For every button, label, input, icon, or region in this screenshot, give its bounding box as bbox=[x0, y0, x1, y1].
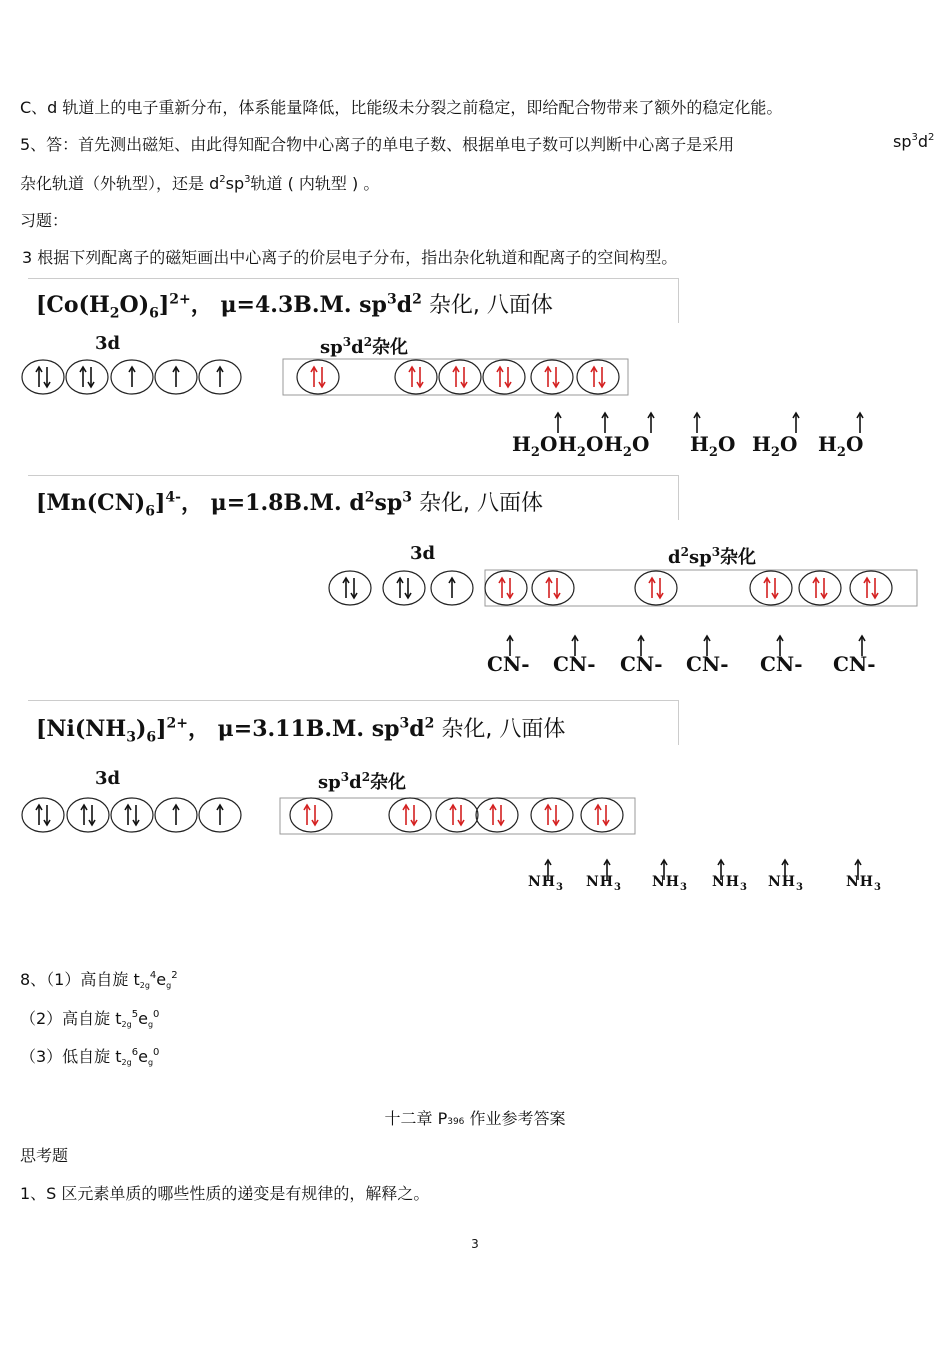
lig3-ligand-1: $NH_3$ bbox=[528, 874, 564, 893]
lig1-ligand-6: $H_2O$ bbox=[818, 432, 864, 460]
diagram1-label-3d: 3d bbox=[95, 333, 121, 354]
lig3-ligand-3: $NH_3$ bbox=[652, 874, 688, 893]
d3-hybrid-orbital-4 bbox=[476, 798, 518, 832]
diagram2-header: $[Mn(CN)_6]^{4-}$， μ=1.8B.M. $d^2sp^3$ 杂化, 八面体 bbox=[36, 489, 543, 520]
exercise-heading: 习题： bbox=[20, 211, 69, 230]
text-line-5-right: $sp^3d^2$ bbox=[893, 132, 935, 151]
diagram2-label-3d: 3d bbox=[410, 543, 436, 564]
text-line-c: C、d 轨道上的电子重新分布，体系能量降低，比能级未分裂之前稳定，即给配合物带来了额外的稳定化能。 bbox=[20, 98, 783, 117]
d3-hybrid-box bbox=[280, 798, 635, 834]
d3-hybrid-orbital-6 bbox=[581, 798, 623, 832]
diagram3-orbitals bbox=[0, 790, 950, 900]
d3-3d-orbital-3 bbox=[111, 798, 153, 832]
d3-hybrid-orbital-5 bbox=[531, 798, 573, 832]
lig2-ligand-1: CN- bbox=[487, 652, 530, 676]
lig3-ligand-6: $NH_3$ bbox=[846, 874, 882, 893]
diagram3-header: $[Ni(NH_3)_6]^{2+}$， μ=3.11B.M. $sp^3d^2$ 杂化, 八面体 bbox=[36, 715, 566, 746]
diagram2-label-hybrid: $d^2sp^3$杂化 bbox=[668, 545, 757, 568]
d3-hybrid-orbital-2 bbox=[389, 798, 431, 832]
answer-8-3: （3）低自旋 $t2g^6eg^0$ bbox=[20, 1047, 160, 1067]
diagram3-label-3d: 3d bbox=[95, 768, 121, 789]
d1-hybrid-orbital-3 bbox=[439, 360, 481, 394]
lig1-ligand-2: $H_2O$ bbox=[558, 432, 604, 460]
d1-hybrid-orbital-5 bbox=[531, 360, 573, 394]
d2-hybrid-orbital-1 bbox=[485, 571, 527, 605]
lig2-ligand-3: CN- bbox=[620, 652, 663, 676]
d3-3d-orbital-1 bbox=[22, 798, 64, 832]
d1-hybrid-orbital-4 bbox=[483, 360, 525, 394]
d3-hybrid-orbital-1 bbox=[290, 798, 332, 832]
d1-hybrid-orbital-2 bbox=[395, 360, 437, 394]
diagram2-orbitals bbox=[0, 566, 950, 686]
answer-8-2: （2）高自旋 $t2g^5eg^0$ bbox=[20, 1009, 160, 1029]
think-heading: 思考题 bbox=[20, 1146, 69, 1165]
d3-hybrid-orbital-3 bbox=[436, 798, 478, 832]
lig3-ligand-2: $NH_3$ bbox=[586, 874, 622, 893]
diagram1-header: $[Co(H_2O)_6]^{2+}$， μ=4.3B.M. $sp^3d^2$ 杂化, 八面体 bbox=[36, 291, 553, 322]
d1-hybrid-orbital-1 bbox=[297, 360, 339, 394]
lig2-ligand-6: CN- bbox=[833, 652, 876, 676]
diagram1-orbitals bbox=[0, 355, 950, 465]
diagram3-label-hybrid: $sp^3d^2$杂化 bbox=[318, 770, 407, 793]
answer-8-1: 8、（1）高自旋 $t2g^4eg^2$ bbox=[20, 970, 178, 990]
text-line-5-cont: 杂化轨道（外轨型），还是 $d^2sp^3$轨道 ( 内轨型 ) 。 bbox=[20, 174, 380, 193]
lig2-ligand-5: CN- bbox=[760, 652, 803, 676]
d2-hybrid-orbital-5 bbox=[799, 571, 841, 605]
text-line-5: 5、答：首先测出磁矩、由此得知配合物中心离子的单电子数、根据单电子数可以判断中心离子是采用 bbox=[20, 135, 735, 154]
page-number: 3 bbox=[471, 1237, 479, 1251]
d3-3d-orbital-2 bbox=[67, 798, 109, 832]
lig1-ligand-1: $H_2O$ bbox=[512, 432, 558, 460]
d2-hybrid-orbital-2 bbox=[532, 571, 574, 605]
lig3-ligand-4: $NH_3$ bbox=[712, 874, 748, 893]
d2-hybrid-orbital-4 bbox=[750, 571, 792, 605]
lig3-ligand-5: $NH_3$ bbox=[768, 874, 804, 893]
exercise-3-text: 3 根据下列配离子的磁矩画出中心离子的价层电子分布，指出杂化轨道和配离子的空间构型。 bbox=[22, 248, 678, 267]
diagram1-label-hybrid: $sp^3d^2$杂化 bbox=[320, 335, 409, 358]
lig1-ligand-5: $H_2O$ bbox=[752, 432, 798, 460]
d2-3d-orbital-1 bbox=[329, 571, 371, 605]
d1-3d-orbital-2 bbox=[66, 360, 108, 394]
lig1-ligand-4: $H_2O$ bbox=[690, 432, 736, 460]
d2-hybrid-orbital-3 bbox=[635, 571, 677, 605]
lig2-ligand-2: CN- bbox=[553, 652, 596, 676]
question-1: 1、S 区元素单质的哪些性质的递变是有规律的，解释之。 bbox=[20, 1184, 430, 1203]
d1-3d-orbital-1 bbox=[22, 360, 64, 394]
chapter-title: 十二章 P396 作业参考答案 bbox=[384, 1109, 566, 1128]
d1-hybrid-orbital-6 bbox=[577, 360, 619, 394]
d2-3d-orbital-2 bbox=[383, 571, 425, 605]
lig1-ligand-3: $H_2O$ bbox=[604, 432, 650, 460]
d2-hybrid-orbital-6 bbox=[850, 571, 892, 605]
lig2-ligand-4: CN- bbox=[686, 652, 729, 676]
